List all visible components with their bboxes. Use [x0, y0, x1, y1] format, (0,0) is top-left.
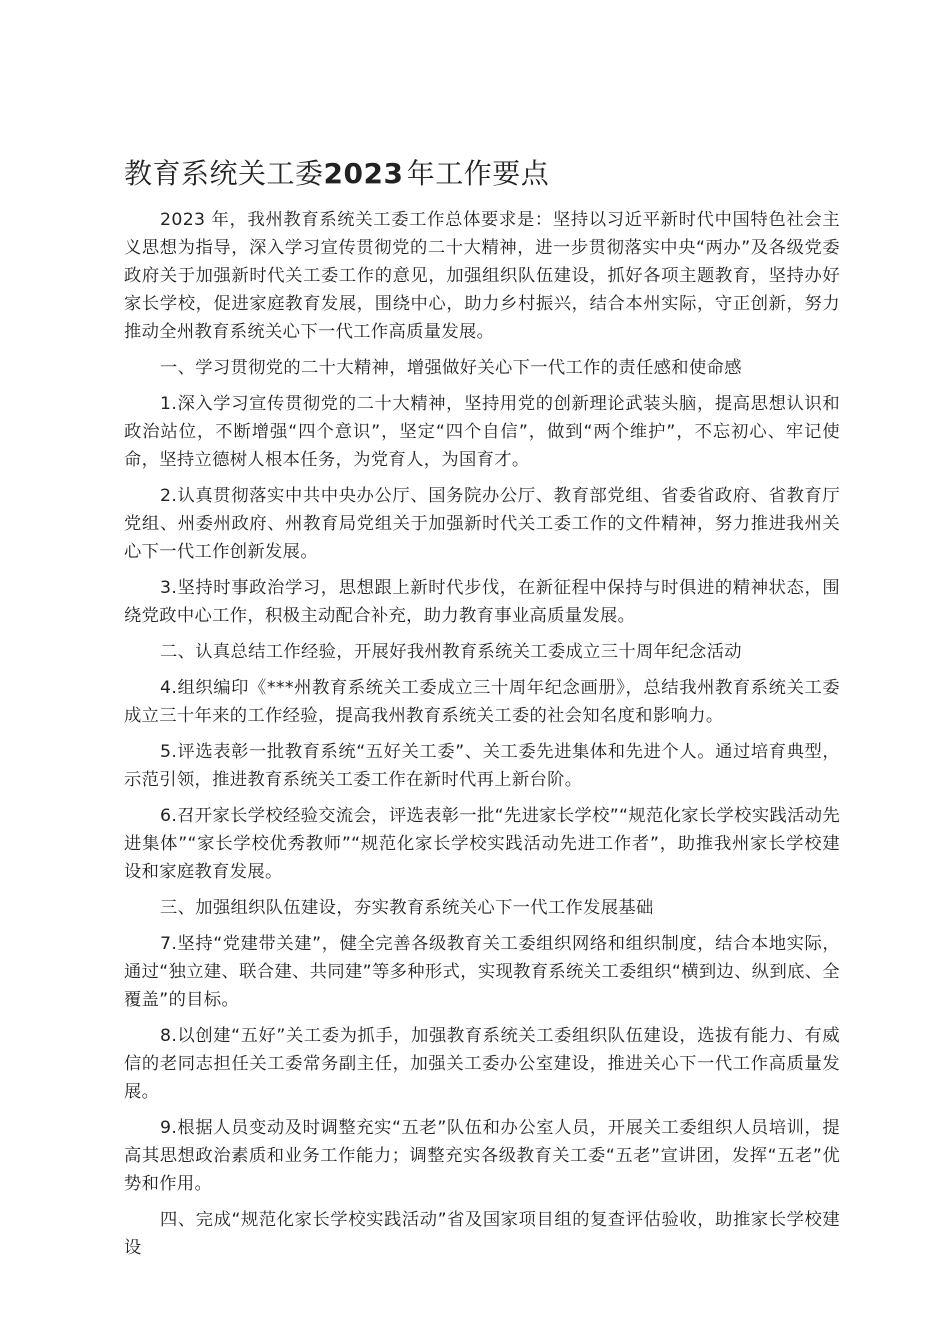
- section-heading-4: 四、完成“规范化家长学校实践活动”省及国家项目组的复查评估验收，助推家长学校建设: [124, 1210, 840, 1258]
- paragraph-item-6: 6.召开家长学校经验交流会，评选表彰一批“先进家长学校”“规范化家长学校实践活动先进集体”“家长学校优秀教师”“规范化家长学校实践活动先进工作者”，助推我州家长学校建设和家庭教育发展。: [124, 806, 840, 882]
- paragraph-intro: 2023 年，我州教育系统关工委工作总体要求是：坚持以习近平新时代中国特色社会主义思想为指导，深入学习宣传贯彻党的二十大精神，进一步贯彻落实中央“两办”及各级党委政府关于加强新时代关工委工作的意见，加强组织队伍建设，抓好各项主题教育，坚持办好家长学校，促进家庭教育发展，围绕中心，助力乡村振兴，结合本州实际，守正创新，努力推动全州教育系统关心下一代工作高质量发展。: [124, 210, 840, 342]
- paragraph-item-8: 8.以创建“五好”关工委为抓手，加强教育系统关工委组织队伍建设，选拔有能力、有威信的老同志担任关工委常务副主任，加强关工委办公室建设，推进关心下一代工作高质量发展。: [124, 1026, 840, 1102]
- paragraph-item-9: 9.根据人员变动及时调整充实“五老”队伍和办公室人员，开展关工委组织人员培训，提高其思想政治素质和业务工作能力；调整充实各级教育关工委“五老”宣讲团，发挥“五老”优势和作用。: [124, 1118, 840, 1194]
- title-text-1: 教育系统关工委: [124, 157, 324, 190]
- paragraph-item-3: 3.坚持时事政治学习，思想跟上新时代步伐，在新征程中保持与时俱进的精神状态，围绕党政中心工作，积极主动配合补充，助力教育事业高质量发展。: [124, 578, 840, 626]
- document-title: [124, 152, 549, 196]
- paragraph-item-1: 1.深入学习宣传贯彻党的二十大精神，坚持用党的创新理论武装头脑，提高思想认识和政治站位，不断增强“四个意识”，坚定“四个自信”，做到“两个维护”，不忘初心、牢记使命，坚持立德树人根本任务，为党育人，为国育才。: [124, 394, 840, 470]
- title-text-2: 年工作要点: [406, 157, 550, 190]
- section-heading-1: 一、学习贯彻党的二十大精神，增强做好关心下一代工作的责任感和使命感: [160, 358, 742, 378]
- paragraph-item-5: 5.评选表彰一批教育系统“五好关工委”、关工委先进集体和先进个人。通过培育典型，示范引领，推进教育系统关工委工作在新时代再上新台阶。: [124, 742, 840, 790]
- section-heading-3: 三、加强组织队伍建设，夯实教育系统关心下一代工作发展基础: [160, 898, 654, 918]
- document-body: [124, 206, 840, 1270]
- paragraph-item-7: 7.坚持“党建带关建”，健全完善各级教育关工委组织网络和组织制度，结合本地实际，通过“独立建、联合建、共同建”等多种形式，实现教育系统关工委组织“横到边、纵到底、全覆盖”的目标。: [124, 934, 840, 1010]
- section-heading-2: 二、认真总结工作经验，开展好我州教育系统关工委成立三十周年纪念活动: [160, 642, 742, 662]
- title-year: 2023: [323, 157, 404, 190]
- paragraph-item-4: 4.组织编印《***州教育系统关工委成立三十周年纪念画册》，总结我州教育系统关工委成立三十年来的工作经验，提高我州教育系统关工委的社会知名度和影响力。: [124, 678, 840, 726]
- paragraph-item-2: 2.认真贯彻落实中共中央办公厅、国务院办公厅、教育部党组、省委省政府、省教育厅党组、州委州政府、州教育局党组关于加强新时代关工委工作的文件精神，努力推进我州关心下一代工作创新发展。: [124, 486, 840, 562]
